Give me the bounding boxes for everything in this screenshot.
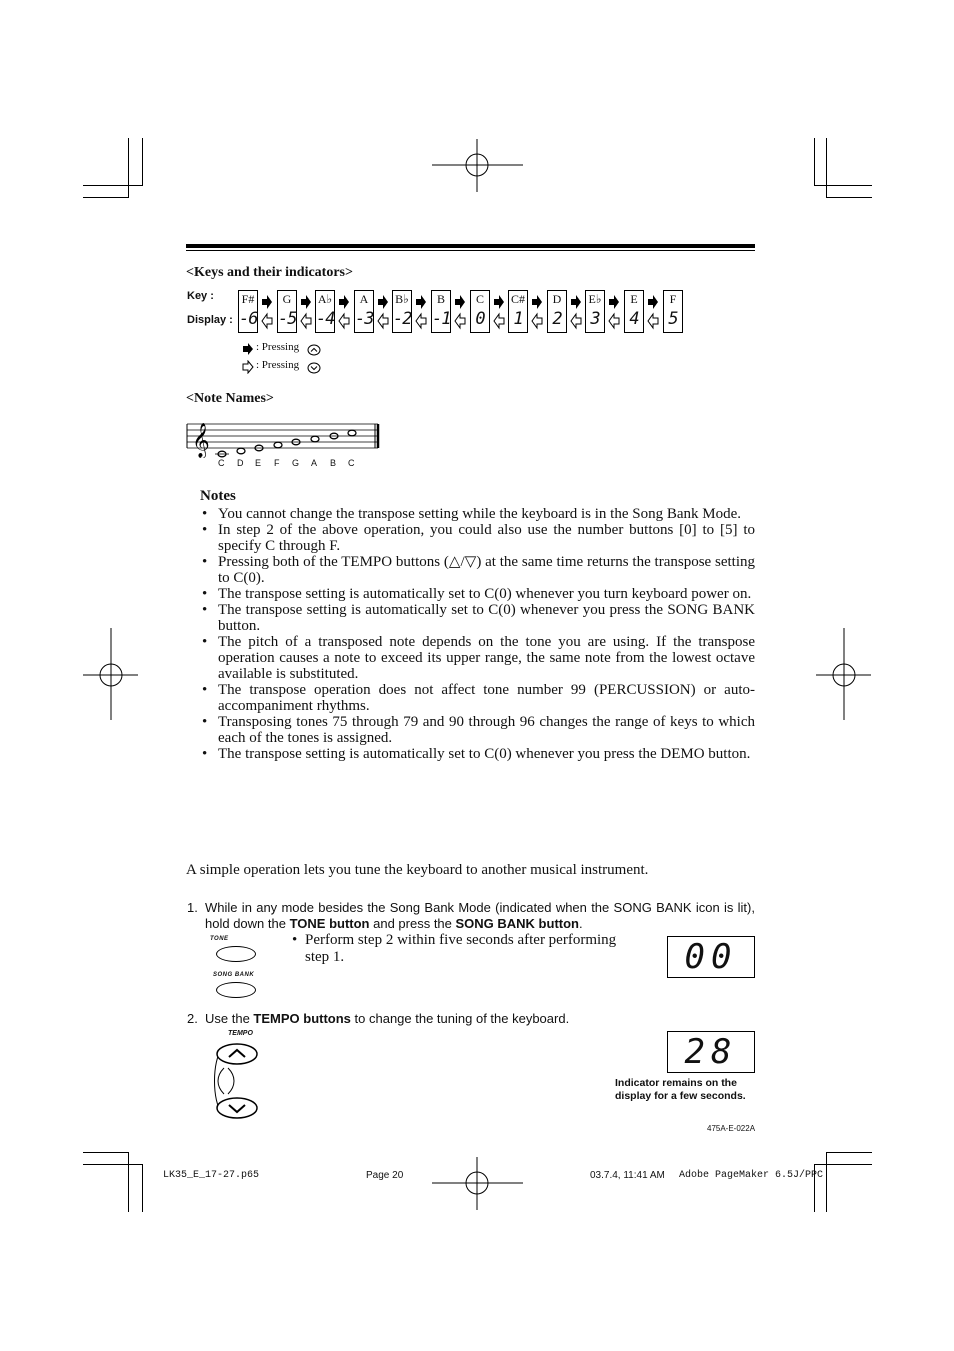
registration-mark-left [83, 628, 139, 720]
up-down-arrows-icon [299, 293, 313, 331]
key-name: A♭ [317, 292, 333, 306]
note-text: The transpose setting is automatically set to C(0) whenever you press the DEMO button. [218, 746, 751, 762]
tone-button[interactable] [216, 946, 256, 962]
key-indicator-box [277, 290, 297, 333]
staff-note [348, 430, 356, 436]
tempo-buttons-ref: TEMPO buttons [253, 1011, 351, 1026]
footer-page: Page 20 [366, 1170, 404, 1181]
note-text: You cannot change the transpose setting while the keyboard is in the Song Bank Mode. [218, 506, 741, 522]
key-display-value: -6 [239, 309, 258, 329]
up-down-arrows-icon [376, 293, 390, 331]
notes-list [200, 506, 755, 762]
bullet: • [202, 554, 208, 570]
key-display-value: -3 [355, 309, 374, 329]
note-name-label: G [292, 458, 300, 468]
note-item [200, 682, 755, 714]
key-indicator-box [392, 290, 412, 333]
up-down-arrows-icon [569, 293, 583, 331]
registration-mark-top [430, 138, 525, 193]
note-name-label: A [311, 458, 318, 468]
key-name: E [630, 292, 638, 306]
note-item [200, 506, 755, 522]
song-bank-button-ref: SONG BANK button [455, 916, 579, 931]
display-row-label: Display : [187, 314, 233, 326]
staff-note [274, 442, 282, 448]
header-rule-thin [186, 250, 755, 251]
down-arrow-icon [242, 360, 254, 374]
note-item [200, 634, 755, 682]
note-item [200, 602, 755, 634]
key-indicator-box [624, 290, 644, 333]
key-display-value: 5 [668, 309, 678, 329]
note-item [200, 586, 755, 602]
key-display-value: 1 [513, 309, 523, 329]
registration-mark-bottom [430, 1156, 525, 1211]
bullet: • [202, 746, 208, 762]
key-display-value: 4 [629, 309, 639, 329]
key-name: G [282, 292, 292, 306]
note-text: The pitch of a transposed note depends on the tone you are using. If the transpose operation causes a note to exceed its upper range, the same note from the lowest octave available is substituted. [218, 634, 755, 682]
key-display-value: -2 [393, 309, 412, 329]
note-text: The transpose operation does not affect tone number 99 (PERCUSSION) or auto-accompaniment rhythms. [218, 682, 755, 714]
tempo-down-button[interactable] [215, 1096, 259, 1120]
key-display-value: 2 [552, 309, 562, 329]
music-staff [186, 418, 386, 458]
tempo-down-icon [307, 362, 321, 374]
key-name: F [669, 292, 677, 306]
key-display-value: 3 [590, 309, 600, 329]
tuning-intro: A simple operation lets you tune the keyboard to another musical instrument. [186, 862, 649, 878]
up-down-arrows-icon [607, 293, 621, 331]
tone-button-label: TONE [210, 936, 229, 942]
key-indicator-box [238, 290, 258, 333]
key-display-value: 0 [475, 309, 485, 329]
up-down-arrows-icon [530, 293, 544, 331]
key-display-value: -4 [316, 309, 335, 329]
note-item [200, 746, 755, 762]
bullet: • [202, 634, 208, 650]
step1-text: While in any mode besides the Song Bank Mode (indicated when the SONG BANK icon is lit), hold down the TONE button and press the SONG BANK button. [205, 900, 755, 931]
up-down-arrows-icon [414, 293, 428, 331]
key-indicator-box [585, 290, 605, 333]
footer-file: LK35_E_17-27.p65 [163, 1170, 260, 1181]
notes-title: Notes [200, 488, 236, 504]
key-indicator-box [354, 290, 374, 333]
document-code: 475A-E-022A [707, 1124, 756, 1133]
up-down-arrows-icon [260, 293, 274, 331]
footer-date: 03.7.4, 11:41 AM [590, 1170, 665, 1181]
tempo-up-icon [307, 344, 321, 356]
up-down-arrows-icon [646, 293, 660, 331]
step2-text: Use the TEMPO buttons to change the tuning of the keyboard. [205, 1011, 570, 1026]
legend-down-text: : Pressing [256, 359, 300, 371]
key-name: C# [510, 292, 525, 306]
bullet: • [202, 682, 208, 698]
up-down-arrows-icon [337, 293, 351, 331]
key-display-value: -5 [278, 309, 297, 329]
footer-app: Adobe PageMaker 6.5J/PPC [679, 1170, 824, 1181]
note-name-label: B [330, 458, 337, 468]
key-name: A [359, 292, 369, 306]
registration-mark-right [816, 628, 872, 720]
key-indicator-box [547, 290, 567, 333]
note-name-label: D [237, 458, 244, 468]
note-text: Transposing tones 75 through 79 and 90 through 96 changes the range of keys to which each of the tones is assigned. [218, 714, 755, 746]
song-bank-button-label: SONG BANK [213, 972, 255, 978]
staff-note [311, 436, 319, 442]
up-down-arrows-icon [492, 293, 506, 331]
note-name-label: C [218, 458, 225, 468]
bullet: • [202, 602, 208, 618]
step1-number: 1. [187, 900, 198, 915]
bullet: • [202, 506, 208, 522]
note-text: The transpose setting is automatically set to C(0) whenever you turn keyboard power on. [218, 586, 752, 602]
svg-text:𝄞: 𝄞 [192, 423, 210, 458]
key-indicator-box [663, 290, 683, 333]
key-indicator-box [431, 290, 451, 333]
note-text: In step 2 of the above operation, you could also use the number buttons [0] to [5] to specify C through F. [218, 522, 755, 554]
note-name-label: C [348, 458, 355, 468]
bullet: • [202, 586, 208, 602]
tempo-label: TEMPO [228, 1030, 253, 1037]
note-item [200, 554, 755, 586]
step1-bullet: • Perform step 2 within five seconds after performing step 1. [292, 932, 617, 965]
display-step1: 00 [667, 936, 755, 978]
key-display-value: -1 [432, 309, 451, 329]
key-indicator-box [315, 290, 335, 333]
bullet: • [202, 522, 208, 538]
tempo-up-button[interactable] [215, 1042, 259, 1066]
display-caption: Indicator remains on the display for a few seconds. [615, 1077, 746, 1102]
bullet: • [202, 714, 208, 730]
key-name: E♭ [588, 292, 602, 306]
staff-note [237, 448, 245, 454]
up-down-arrows-icon [453, 293, 467, 331]
key-indicator-box [470, 290, 490, 333]
note-item [200, 522, 755, 554]
key-name: B♭ [395, 292, 409, 306]
up-arrow-icon [242, 342, 254, 356]
note-name-label: F [274, 458, 280, 468]
song-bank-button[interactable] [216, 982, 256, 998]
note-text: Pressing both of the TEMPO buttons (△/▽) at the same time returns the transpose setting to C(0). [218, 554, 755, 586]
step2-number: 2. [187, 1011, 198, 1026]
note-name-label: E [255, 458, 262, 468]
key-name: D [552, 292, 562, 306]
legend-up-text: : Pressing [256, 341, 300, 353]
header-rule-thick [186, 244, 755, 248]
key-name: C [475, 292, 484, 306]
note-text: The transpose setting is automatically set to C(0) whenever you press the SONG BANK button. [218, 602, 755, 634]
keys-section-title: <Keys and their indicators> [186, 265, 353, 280]
key-name: F# [241, 292, 255, 306]
note-names-title: <Note Names> [186, 391, 274, 406]
note-item [200, 714, 755, 746]
display-step2: 28 [667, 1031, 755, 1073]
key-indicator-box [508, 290, 528, 333]
key-name: B [436, 292, 445, 306]
tone-button-ref: TONE button [289, 916, 370, 931]
key-row-label: Key : [187, 290, 214, 302]
